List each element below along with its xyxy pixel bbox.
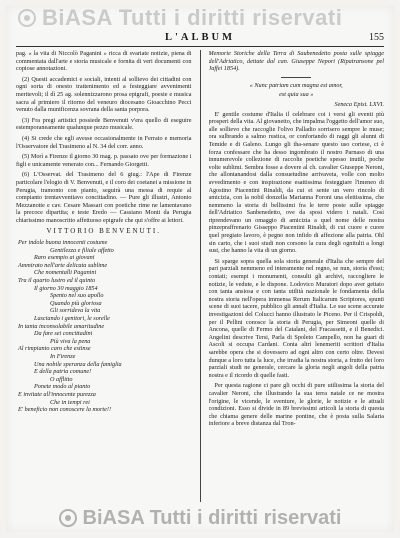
right-column xyxy=(209,50,385,502)
poem-line: E invitate all'innocente purezza xyxy=(18,390,96,398)
watermark-logo-icon xyxy=(59,509,77,527)
poem-line: Al rimpianto caro che estinse xyxy=(18,345,91,353)
text-columns xyxy=(16,50,384,502)
poem-line: In tanta inconsolabile amaritudine xyxy=(18,322,105,330)
journal-title: L'ALBUM xyxy=(164,32,235,43)
poem-line: Ponete modo al pianto xyxy=(34,383,91,391)
left-footnote-5: (5) Morì a Firenze il giorno 30 mag. p. passato ove per formazione i figli e unicamente venerato con... Fernando Giorgetti. xyxy=(16,153,192,168)
left-footnote-6: (6) L'Osservat. del Trasimeno del 6 giug.: l'Ape di Firenze particolare l'elogio di V. Benvenuti, e il coro dei coetanei a missione in Perugia, tramonto con pianto, seguirà una messa di requie al compianto trentavventiavo concittadino. — Pure gli illustri, Antonio Mezzanotte e cav. Cesare Massari con poetiche rime ne lamentavano la precoce dipartita; e teste Eredo — Cassiano Monti da Perugia chiarissimo manoscritto affettuoso epigrafe che qui s'offre ai lettori. xyxy=(16,171,192,224)
epigraph-poem xyxy=(16,239,192,414)
poem-line: Che nomentalli Paganini xyxy=(34,269,97,277)
watermark-bottom xyxy=(6,506,394,530)
poem-line: O afflitto xyxy=(50,375,73,383)
epigraph-attribution: Seneca Epist. LXVI. xyxy=(334,100,384,108)
separator-rule xyxy=(281,77,311,78)
left-footnote-3: (3) Fra pregi artistici possiede Benvenuti v'era quello di eseguire estemporaneamente qualunque pezzo musicale. xyxy=(16,116,192,132)
left-footnote-1: pag. « la vita di Niccolò Paganini » ricca di svariate notizie, piena di commentata dall'arte e storia musicale e fornita di veri documenti con copiose annotazioni. xyxy=(16,50,192,73)
poem-line: Una nobile speranza della famiglia xyxy=(34,360,122,368)
epigraph-title: VITTORIO BENVENUTI. xyxy=(46,227,161,236)
column-divider xyxy=(200,50,201,502)
poem-line: Da fare sei concittadini xyxy=(34,330,93,338)
left-column xyxy=(16,50,192,502)
epigraph-quote-1: « Nunc patriam cum magna est amor, xyxy=(249,81,343,89)
watermark-bottom-text: BiASA Tutti i diritti riservati xyxy=(82,506,342,529)
book-title: Memorie Storiche della Terra di Saubenedetto posta sulle spiagge dell'Adriatico, dettate dal can. Giuseppe Nepori (Ripatransone pel Jaffei 1854). xyxy=(208,50,384,73)
poem-line: Il giorno 30 maggio 1854 xyxy=(34,284,98,292)
poem-line: In Firenze xyxy=(50,352,76,360)
poem-line: Lasciando i genitori, le sorelle xyxy=(34,315,110,322)
epigraph-quote-2: est quia sua » xyxy=(279,91,314,99)
poem-line: Quando più gloriosa xyxy=(50,299,102,307)
page-header xyxy=(16,32,384,47)
poem-line: Più viva la pena xyxy=(50,337,91,345)
article-paragraph-3: Per questa ragione ci pare gli occhi di pure utilissima la storia del cavalier Neroni, che illustrando la sua terra natale ce ne mostra l'origine, le vicende, le sventure, le glorie, le notizie e le attuali condizioni. Esso si divide in 89 brevissimi articoli la storia di questa che chiama genere delle marine pontine, che è posta sulla Salaria inferiore a breve distanza dal Tron- xyxy=(208,382,384,428)
poem-line: Raro esempio ai giovani xyxy=(34,254,95,262)
left-footnote-4: (4) Si crede che egli avesse occasionalmente in Ferrato e memoria l'Osservatore del Trasimeno al N. 34 del corr. anno. xyxy=(16,134,192,150)
watermark-logo-icon xyxy=(18,9,36,27)
poem-line: Per indole buona innocenti costume xyxy=(18,239,108,247)
poem-line: E della patria comune! xyxy=(34,368,92,376)
left-footnote-2: (2) Questi accademici e sociali, intenti al sollievo dei cittadini con ogni sorta di onesto trattenimento ed a festeggiare avvenimenti meritevoli; il dì 25 ag. solennizzarono prosa epigrafi, poesie e musica sacra al primiero il ritorno del veneuro diocesano Gioacchino Pecci venuto dalla munificenza sovrana della santa porpora. xyxy=(16,75,192,114)
poem-line: E' beneficio non conoscere la morte!! xyxy=(18,406,112,414)
article-paragraph-2: Si sparge sopra quella sola storia generale d'Italia che sempre del pari parziali nemmeno ed interamente nel regno, se nun, storia d'essi; contati; esempi i monumenti, consulti gli archivi, raccogliere le notizie, le vedute, e le dispone. Lodovico Muratori dopo aver gettato con tanta ansiosa e con tanta utilità nazionale le fondamenta della nostra storia nell'opera immensa Rerum Italicarum Scriptores, spunti scene di suoi tacere, pubblico gli annali d'Italia. Le sue scene accurate investigazioni del Colucci hanno illustrato le Piceno. Per il Crispoldi, per il Pellini conosce la storia di Perugia, per Simeoni quelle di Ancona, quelle di Fermo del Catalani, del Fracassetti, e il Benedici. Angelini descrive Tersi, Parla di Spoleto Campello, non ha guari di Ascoli si occupa Cardani. Conta altri lenemeriti scrittori d'Italia sarebbe opera che si dovessero ad ogni altro con certo oltre. Devesi dunque a loro tutta la luce, che irradia la nostra storia, a frutto dei loro parziali studi ne generale, cercare la gloria negli angoli della patria nostra e il ricordo di quelle fasti. xyxy=(208,257,384,379)
poem-line: Gentilezza e filiale affetto xyxy=(50,246,114,254)
poem-line: Tra il quarto lustro ed il quinto xyxy=(18,277,96,285)
poem-line: Ammirato nell'arte delicata sublime xyxy=(18,261,108,269)
scanned-page xyxy=(6,6,394,532)
watermark-top xyxy=(6,6,394,30)
poem-line: Gli sorrideva la vita xyxy=(50,307,101,315)
watermark-top-text: BiASA Tutti i diritti riservati xyxy=(42,6,343,30)
poem-line: Spento nel suo apollo xyxy=(50,292,104,300)
poem-line: Che in tempi rei xyxy=(50,398,90,406)
article-paragraph-1: E' gentile costume d'Italia il celebrare coi i versi gli eventi più prosperi della vita. Al giovanetto, che impalma l'oggetto dell'amor suo, alle sollievo che raccoglie l'olivo Palladio sorrisero sempre le muse; ora sulbrando a salmo rustica, or confortando di raggi gli alunni di Temide e di Galeno. Lungo gli tha-senare questo uso cortese, ci è forza confessare che ha desso ingombrato il nostro Parnaso di una innumerevole collezione di raccolte poetiche spesso inutili, poche volte sublimi. Sembra fosse a dovere al ch. cavalier Giuseppe Neroni, che allontanandosi dalla consuetudine arrivaveta, volle con molto avvedimento e con inspirazione esattissima festeggiare l'imeneo di Agostino Piacentini Rinaldi, da cui ei sente un vero rincolo di amicizia, con la nobil donzella Marianna Foroni una elettissima, che nemmeno la storia di bellissimi fra le terre poste sulle spiagge dell'Adriatico Sanbenedetto, ove da sposi videro i natali. Così riprendevano un omaggio di amicizia a quel nome delle nostra pinzepraffrenario Gisseppo Piacentini Rinaldi, di cui cuore e cuore quel pregiato lavoro, è pegno non infido di affezione alla patria. Ohl sin carto, che i suoi studi non corsono la cura degli ognitulti a longi sust, che hanno la vita di un giorno. xyxy=(208,110,384,255)
page-number: 155 xyxy=(369,32,384,43)
